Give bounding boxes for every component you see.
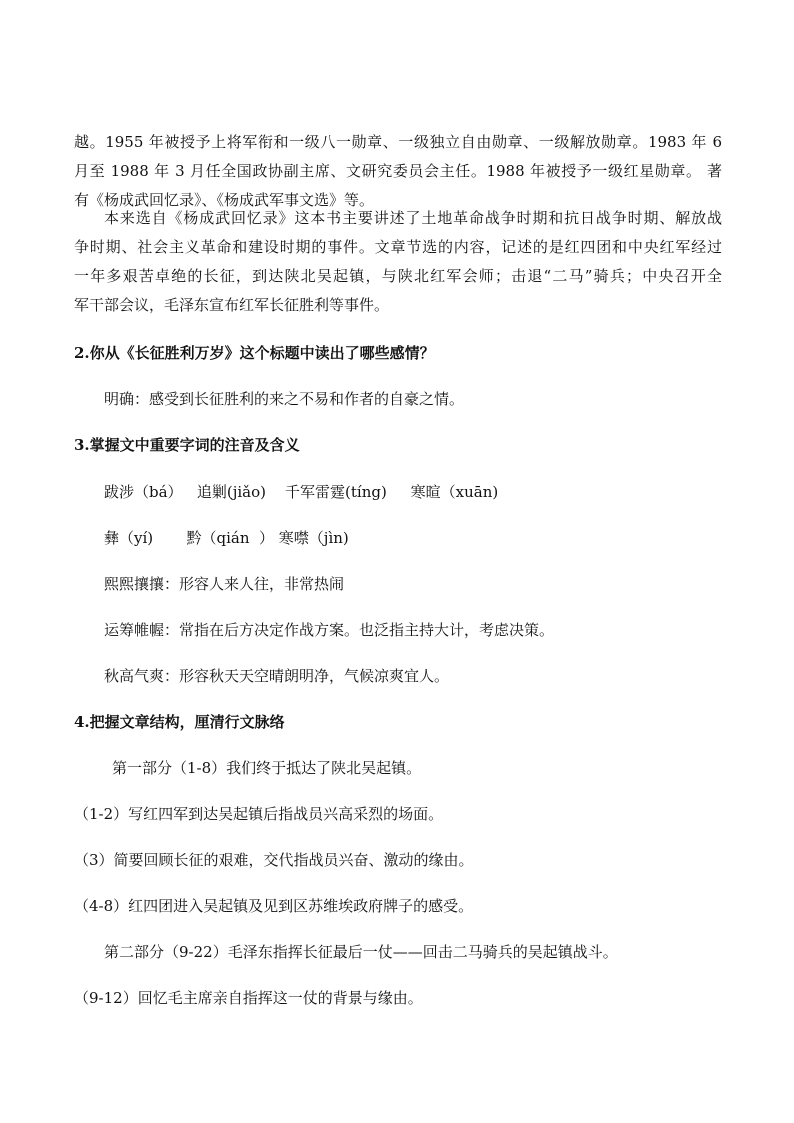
definition-1: 熙熙攘攘：形容人来人往，非常热闹: [104, 575, 345, 593]
pinyin-line2: 彝（yí) 黔（qián ） 寒噤（jìn): [104, 529, 349, 547]
pinyin-line1: 跋涉（bá） 追剿(jiǎo) 千军雷霆(tíng) 寒暄（xuān): [104, 483, 499, 501]
paragraph1-line1: 越。1955 年被授予上将军衔和一级八一勋章、一级独立自由勋章、一级解放勋章。1983 年 6: [74, 133, 722, 151]
paragraph2-line3: 一年多艰苦卓绝的长征，到达陕北吴起镇，与陕北红军会师；击退“二马”骑兵；中央召开全: [74, 267, 722, 285]
section4-heading: 4.把握文章结构，厘清行文脉络: [74, 713, 285, 731]
paragraph2-line1: 本来选自《杨成武回忆录》这本书主要讲述了土地革命战争时期和抗日战争时期、解放战: [104, 209, 722, 227]
section3-heading: 3.掌握文中重要字词的注音及含义: [74, 436, 300, 454]
definition-3: 秋高气爽：形容秋天天空晴朗明净，气候凉爽宜人。: [104, 667, 450, 685]
section2-heading: 2.你从《长征胜利万岁》这个标题中读出了哪些感情？: [74, 344, 435, 362]
paragraph2-line2: 争时期、社会主义革命和建设时期的事件。文章节选的内容，记述的是红四团和中央红军经过: [74, 238, 722, 256]
structure-part2: 第二部分（9-22）毛泽东指挥长征最后一仗——回击二马骑兵的吴起镇战斗。: [104, 943, 618, 961]
section2-answer: 明确：感受到长征胜利的来之不易和作者的自豪之情。: [104, 390, 465, 408]
structure-part2-a: （9-12）回忆毛主席亲自指挥这一仗的背景与缘由。: [74, 989, 423, 1007]
paragraph1-line3: 有《杨成武回忆录》、《杨成武军事文选》等。: [74, 191, 375, 209]
structure-part1: 第一部分（1-8）我们终于抵达了陕北吴起镇。: [112, 759, 422, 777]
paragraph1-line2: 月至 1988 年 3 月任全国政协副主席、文研究委员会主任。1988 年被授予一级红星勋章。 著: [74, 162, 722, 180]
structure-part1-b: （3）简要回顾长征的艰难，交代指战员兴奋、激动的缘由。: [74, 851, 474, 869]
paragraph2-line4: 军干部会议，毛泽东宣布红军长征胜利等事件。: [74, 296, 390, 314]
structure-part1-c: （4-8）红四团进入吴起镇及见到区苏维埃政府牌子的感受。: [74, 897, 474, 915]
structure-part1-a: （1-2）写红四军到达吴起镇后指战员兴高采烈的场面。: [74, 805, 444, 823]
definition-2: 运筹帷幄：常指在后方决定作战方案。也泛指主持大计，考虑决策。: [104, 621, 555, 639]
